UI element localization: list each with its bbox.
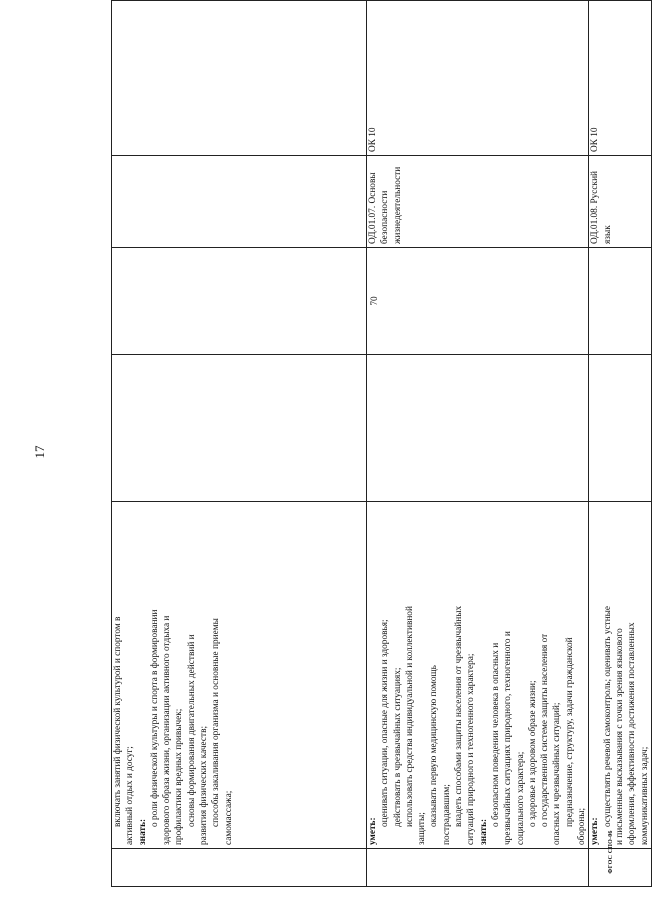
table-cell-empty xyxy=(367,355,589,502)
requirement-line: осуществлять речевой самоконтроль; оценивать устные xyxy=(602,605,613,827)
requirement-line: о здоровье и здоровом образе жизни; xyxy=(527,680,538,827)
requirement-line: включать занятий физической культурой и спортом в xyxy=(113,616,123,827)
discipline-cell: ОД.01.07. Основы безопасности жизнедеятельности xyxy=(367,156,589,248)
requirement-line: оформления, эффективности достижения поставленных xyxy=(627,622,638,845)
hours-cell xyxy=(589,248,651,355)
page-number: 17 xyxy=(32,445,47,459)
requirements-cell xyxy=(367,502,589,849)
requirement-line: владеть способами защиты населения от чрезвычайных xyxy=(454,605,465,827)
requirement-line: о государственной системе защиты населения от xyxy=(540,633,551,827)
requirements-cell xyxy=(589,502,651,849)
requirement-line: оказывать первую медицинскую помощь xyxy=(429,665,440,827)
section-heading: знать: xyxy=(478,818,489,845)
requirement-line: о роли физической культуры и спорта в формировании xyxy=(149,609,160,827)
competence-cell: ОК 10 xyxy=(367,1,589,156)
table-cell-index xyxy=(367,849,589,887)
requirement-line: обороны; xyxy=(577,807,588,845)
requirement-line: оценивать ситуации, опасные для жизни и здоровья; xyxy=(380,619,391,827)
requirement-line: здорового образа жизни, организации активного отдыха и xyxy=(162,615,173,845)
requirement-line: защиты; xyxy=(417,812,428,845)
discipline-cell xyxy=(112,156,367,248)
requirement-line: основы формирования двигательных действий и xyxy=(186,634,197,827)
requirement-line: чрезвычайных ситуациях природного, техногенного и xyxy=(503,631,514,845)
requirement-line: о безопасном поведении человека в опасных и xyxy=(490,642,501,827)
competence-cell: ОК 10 xyxy=(589,1,651,156)
requirement-line: и письменные высказывания с точки зрения языкового xyxy=(614,628,625,845)
requirement-line: самомассажа; xyxy=(223,790,234,845)
footer-code: ФГОС СПО-06 xyxy=(608,830,614,874)
curriculum-table xyxy=(111,0,652,887)
requirement-line: предназначение, структуру, задачи гражданской xyxy=(564,637,575,827)
hours-cell xyxy=(112,248,367,355)
table-cell-index xyxy=(589,849,651,887)
requirement-line: развития физических качеств; xyxy=(199,725,210,845)
requirement-line: действовать в чрезвычайных ситуациях; xyxy=(392,667,403,827)
requirement-line: социального характера; xyxy=(515,751,526,845)
hours-cell: 70 xyxy=(367,248,589,355)
section-heading: знать: xyxy=(137,818,148,845)
table-cell-index xyxy=(112,849,367,887)
section-heading: уметь: xyxy=(590,817,601,845)
table-row-russian-language xyxy=(589,1,651,887)
requirement-line: ситуаций природного и техногенного характера; xyxy=(466,653,477,845)
requirements-cell xyxy=(112,502,367,849)
requirement-line: пострадавшим; xyxy=(441,784,452,845)
requirement-line: профилактики вредных привычек; xyxy=(174,708,185,845)
requirement-line: активный отдых и досуг; xyxy=(125,746,136,845)
requirement-line: использовать средства индивидуальной и коллективной xyxy=(404,606,415,827)
requirement-line: коммуникативных задач; xyxy=(639,746,650,845)
requirement-line: способы закаливания организма и основные приемы xyxy=(211,618,222,827)
discipline-cell: ОД.01.08. Русский язык xyxy=(589,156,651,248)
table-cell-empty xyxy=(589,355,651,502)
table-cell-empty xyxy=(112,355,367,502)
section-heading: уметь: xyxy=(368,817,378,845)
table-row-life-safety xyxy=(367,1,589,887)
requirement-line: опасных и чрезвычайных ситуаций; xyxy=(552,702,563,845)
competence-cell xyxy=(112,1,367,156)
table-row-physical-education xyxy=(112,1,367,887)
